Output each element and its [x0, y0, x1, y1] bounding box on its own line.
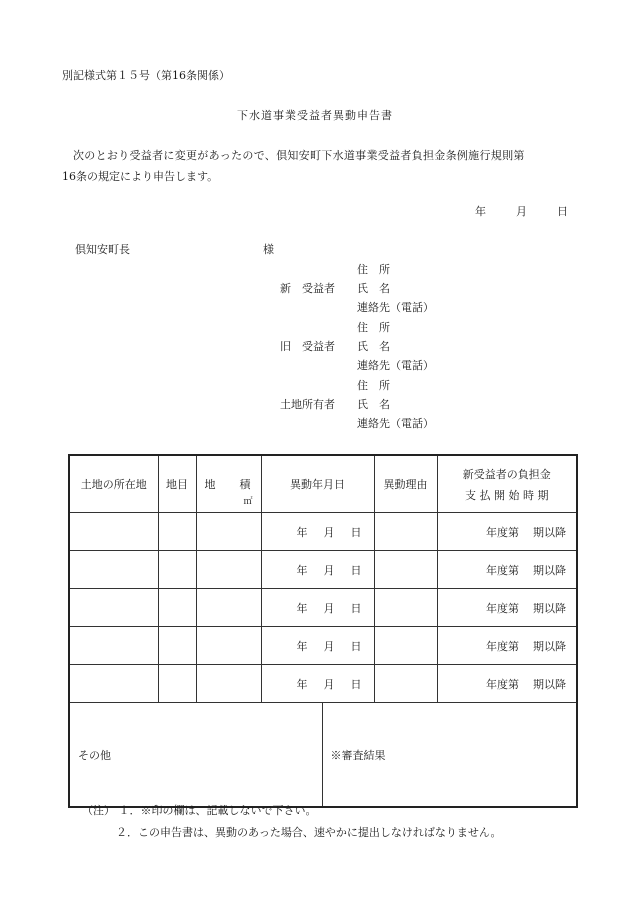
change-table — [68, 454, 578, 808]
row-fiscal-year-label: 年度第 — [486, 677, 519, 691]
note-1-text: １．※印の欄は、記載しないで下さい。 — [118, 804, 317, 817]
note-2-text: ２．この申告書は、異動のあった場合、速やかに提出しなければなりません。 — [116, 826, 502, 839]
table-body — [69, 513, 577, 703]
row-period-label: 期以降 — [533, 525, 566, 539]
row-period-label: 期以降 — [533, 563, 566, 577]
old-phone-label: 連絡先（電話） — [357, 359, 434, 372]
header-payment-line1: 新受益者の負担金 — [462, 467, 551, 481]
old-address-label: 住 所 — [357, 321, 390, 334]
header-payment-start — [437, 455, 577, 513]
table-row — [69, 589, 577, 627]
row-fiscal-year-label: 年度第 — [486, 639, 519, 653]
other-cell[interactable] — [69, 703, 322, 808]
row-fiscal-year-label: 年度第 — [486, 601, 519, 615]
table-row — [69, 551, 577, 589]
row-year-label: 年 — [296, 601, 308, 615]
new-name-label: 氏 名 — [357, 282, 390, 295]
old-name-label: 氏 名 — [357, 340, 390, 353]
row-period-label: 期以降 — [533, 639, 566, 653]
row-month-label: 月 — [323, 639, 335, 653]
row-day-label: 日 — [350, 563, 362, 577]
owner-name-label: 氏 名 — [357, 398, 390, 411]
form-number: 別記様式第１５号（第16条関係） — [62, 69, 230, 82]
row-year-label: 年 — [296, 563, 308, 577]
review-label: ※審査結果 — [330, 748, 386, 762]
notes — [82, 800, 502, 844]
new-phone-label: 連絡先（電話） — [357, 301, 434, 314]
header-location: 土地の所在地 — [69, 455, 158, 513]
payment-start-cell[interactable] — [437, 513, 577, 551]
table-row — [69, 513, 577, 551]
row-month-label: 月 — [323, 563, 335, 577]
row-fiscal-year-label: 年度第 — [486, 525, 519, 539]
change-date-cell[interactable] — [261, 589, 374, 627]
row-day-label: 日 — [350, 525, 362, 539]
page-title: 下水道事業受益者異動申告書 — [237, 109, 393, 122]
location-cell[interactable] — [69, 627, 158, 665]
row-month-label: 月 — [323, 525, 335, 539]
row-year-label: 年 — [296, 525, 308, 539]
row-month-label: 月 — [323, 677, 335, 691]
row-period-label: 期以降 — [533, 677, 566, 691]
row-day-label: 日 — [350, 601, 362, 615]
payment-start-cell[interactable] — [437, 551, 577, 589]
other-label: その他 — [78, 748, 111, 762]
location-cell[interactable] — [69, 589, 158, 627]
payment-start-cell[interactable] — [437, 589, 577, 627]
review-cell — [322, 703, 577, 808]
party-label-new: 新 受益者 — [280, 282, 335, 295]
chimoku-cell[interactable] — [158, 513, 196, 551]
date-month-label: 月 — [516, 205, 527, 218]
note-2 — [82, 822, 502, 844]
change-date-cell[interactable] — [261, 665, 374, 703]
location-cell[interactable] — [69, 665, 158, 703]
header-area-char2: 積 — [239, 478, 251, 491]
table-row — [69, 627, 577, 665]
payment-start-cell[interactable] — [437, 627, 577, 665]
reason-cell[interactable] — [374, 551, 437, 589]
filing-date — [475, 203, 568, 219]
change-date-cell[interactable] — [261, 627, 374, 665]
reason-cell[interactable] — [374, 589, 437, 627]
change-date-cell[interactable] — [261, 551, 374, 589]
honorific: 様 — [263, 243, 274, 256]
reason-cell[interactable] — [374, 665, 437, 703]
area-cell[interactable] — [196, 589, 261, 627]
owner-address-label: 住 所 — [357, 379, 390, 392]
reason-cell[interactable] — [374, 627, 437, 665]
header-reason: 異動理由 — [374, 455, 437, 513]
declaration-line-2: 16条の規定により申告します。 — [62, 170, 219, 183]
addressee: 倶知安町長 — [75, 243, 130, 256]
header-chimoku: 地目 — [158, 455, 196, 513]
area-cell[interactable] — [196, 551, 261, 589]
header-area-char1: 地 — [204, 478, 216, 491]
new-address-label: 住 所 — [357, 263, 390, 276]
header-area-unit: ㎡ — [243, 497, 253, 507]
reason-cell[interactable] — [374, 513, 437, 551]
date-year-label: 年 — [475, 205, 486, 218]
party-label-old: 旧 受益者 — [280, 340, 335, 353]
table-row — [69, 665, 577, 703]
area-cell[interactable] — [196, 665, 261, 703]
declaration-text — [62, 145, 582, 187]
declaration-line-1: 次のとおり受益者に変更があったので、倶知安町下水道事業受益者負担金条例施行規則第 — [73, 149, 525, 162]
owner-phone-label: 連絡先（電話） — [357, 417, 434, 430]
row-fiscal-year-label: 年度第 — [486, 563, 519, 577]
note-prefix: （注） — [82, 804, 115, 817]
chimoku-cell[interactable] — [158, 551, 196, 589]
header-payment-line2: 支 払 開 始 時 期 — [465, 488, 549, 502]
table-footer-row — [69, 703, 577, 808]
row-period-label: 期以降 — [533, 601, 566, 615]
header-change-date: 異動年月日 — [261, 455, 374, 513]
change-date-cell[interactable] — [261, 513, 374, 551]
area-cell[interactable] — [196, 513, 261, 551]
date-day-label: 日 — [557, 205, 568, 218]
row-year-label: 年 — [296, 639, 308, 653]
payment-start-cell[interactable] — [437, 665, 577, 703]
note-1 — [82, 800, 502, 822]
row-year-label: 年 — [296, 677, 308, 691]
row-day-label: 日 — [350, 677, 362, 691]
location-cell[interactable] — [69, 551, 158, 589]
chimoku-cell[interactable] — [158, 627, 196, 665]
chimoku-cell[interactable] — [158, 589, 196, 627]
area-cell[interactable] — [196, 627, 261, 665]
table-header-row — [69, 455, 577, 513]
location-cell[interactable] — [69, 513, 158, 551]
chimoku-cell[interactable] — [158, 665, 196, 703]
row-month-label: 月 — [323, 601, 335, 615]
party-label-owner: 土地所有者 — [280, 398, 335, 411]
row-day-label: 日 — [350, 639, 362, 653]
header-area — [196, 455, 261, 513]
